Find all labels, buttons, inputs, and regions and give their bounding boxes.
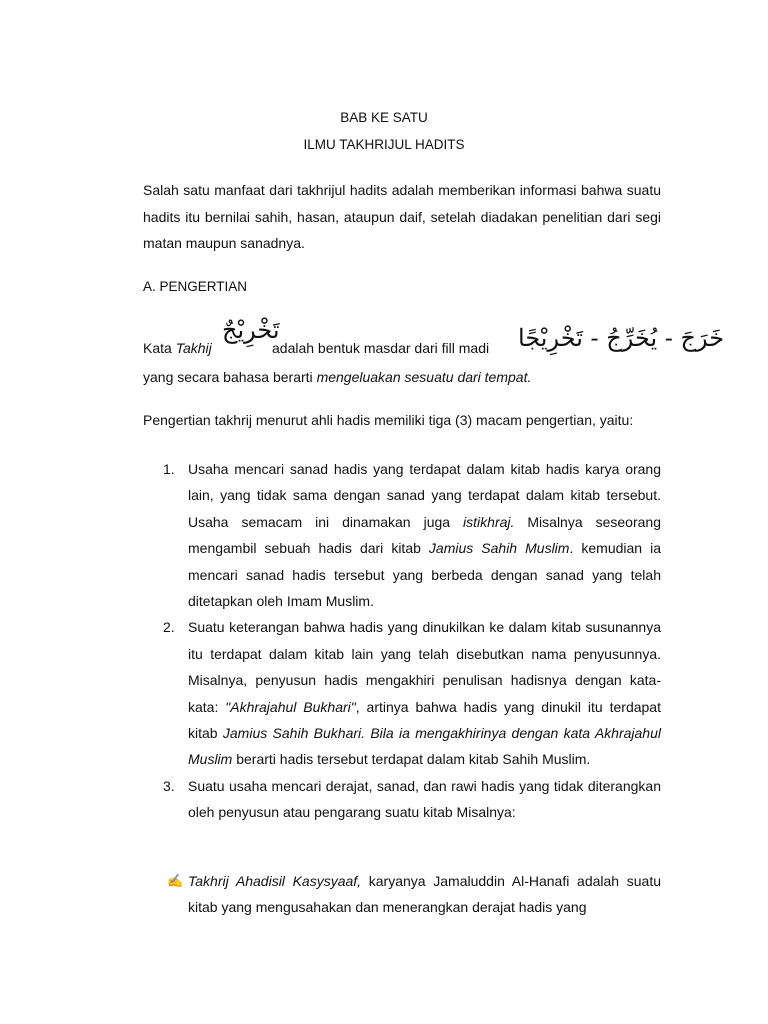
intro-paragraph: Salah satu manfaat dari takhrijul hadits adalah memberikan informasi bahwa suatu hadits itu bernilai sahih, hasan, ataupun daif, setelah diadakan penelitian dari segi matan maupun sanadnya. bbox=[143, 182, 661, 251]
pengertian-paragraph: Pengertian takhrij menurut ahli hadis memiliki tiga (3) macam pengertian, yaitu: bbox=[143, 412, 634, 428]
bullet-text: karyanya Jamaluddin Al-Hanafi adalah suatu kitab yang mengusahakan dan menerangkan derajat hadis yang bbox=[188, 873, 662, 916]
chapter-subtitle: ILMU TAKHRIJUL HADITS bbox=[303, 137, 465, 152]
item-text: Suatu keterangan bahwa hadis yang dinukilkan ke dalam kitab susunannya itu terdapat dalam kitab lain yang telah disebutkan nama penyusunnya. Misalnya, penyusun hadis mengakhiri penulisan hadisnya dengan kata-kata: bbox=[188, 619, 661, 715]
meaning-prefix: yang secara bahasa berarti bbox=[143, 369, 317, 385]
list-item bbox=[143, 614, 661, 772]
item-text: Suatu usaha mencari derajat, sanad, dan rawi hadis yang tidak diterangkan oleh penyusun atau pengarang suatu kitab Misalnya: bbox=[188, 777, 661, 821]
item-text: . kemudian ia mencari sanad hadis tersebut yang berbeda dengan sanad yang telah ditetapkan oleh Imam Muslim. bbox=[188, 540, 661, 610]
list-item bbox=[143, 456, 661, 614]
item-text: , artinya bahwa hadis yang dinukil itu terdapat kitab bbox=[188, 698, 661, 742]
kata-prefix: Kata bbox=[143, 340, 176, 356]
list-number: 2. bbox=[163, 619, 175, 636]
arabic-conjugation: خَرَجَ - يُخَرِّجُ - تَخْرِيْجًا bbox=[518, 324, 725, 352]
writing-hand-icon: ✍ bbox=[167, 873, 184, 888]
kata-word: Takhij bbox=[175, 340, 212, 356]
kata-rest-text: adalah bentuk masdar dari fill madi bbox=[272, 340, 490, 356]
section-heading: A. PENGERTIAN bbox=[143, 279, 248, 294]
item-text: Misalnya seseorang mengambil sebuah hadis dari kitab bbox=[188, 513, 661, 557]
definition-list bbox=[143, 456, 661, 826]
item-italic: "Akhrajahul Bukhari" bbox=[225, 698, 356, 715]
list-item bbox=[143, 773, 661, 826]
meaning-line bbox=[143, 369, 531, 385]
list-number: 3. bbox=[163, 777, 175, 794]
arabic-word: تَخْرِيْجٌ bbox=[222, 316, 280, 344]
meaning-italic: mengeluakan sesuatu dari tempat. bbox=[316, 369, 532, 385]
kata-line-prefix bbox=[143, 340, 212, 356]
bullet-italic: Takhrij Ahadisil Kasysyaaf, bbox=[188, 873, 362, 889]
item-italic: Jamius Sahih Muslim bbox=[428, 540, 570, 557]
bullet-item bbox=[143, 868, 661, 921]
item-text: berarti hadis tersebut terdapat dalam kitab Sahih Muslim. bbox=[232, 751, 591, 768]
chapter-title: BAB KE SATU bbox=[340, 110, 428, 125]
item-italic: istikhraj. bbox=[463, 513, 515, 530]
item-italic: Jamius Sahih Bukhari. Bila ia mengakhirinya dengan kata Akhrajahul Muslim bbox=[188, 725, 661, 768]
item-text: Usaha mencari sanad hadis yang terdapat dalam kitab hadis karya orang lain, yang tidak sama dengan sanad yang terdapat dalam kitab tersebut. Usaha semacam ini dinamakan juga bbox=[188, 461, 661, 530]
list-number: 1. bbox=[163, 461, 175, 477]
